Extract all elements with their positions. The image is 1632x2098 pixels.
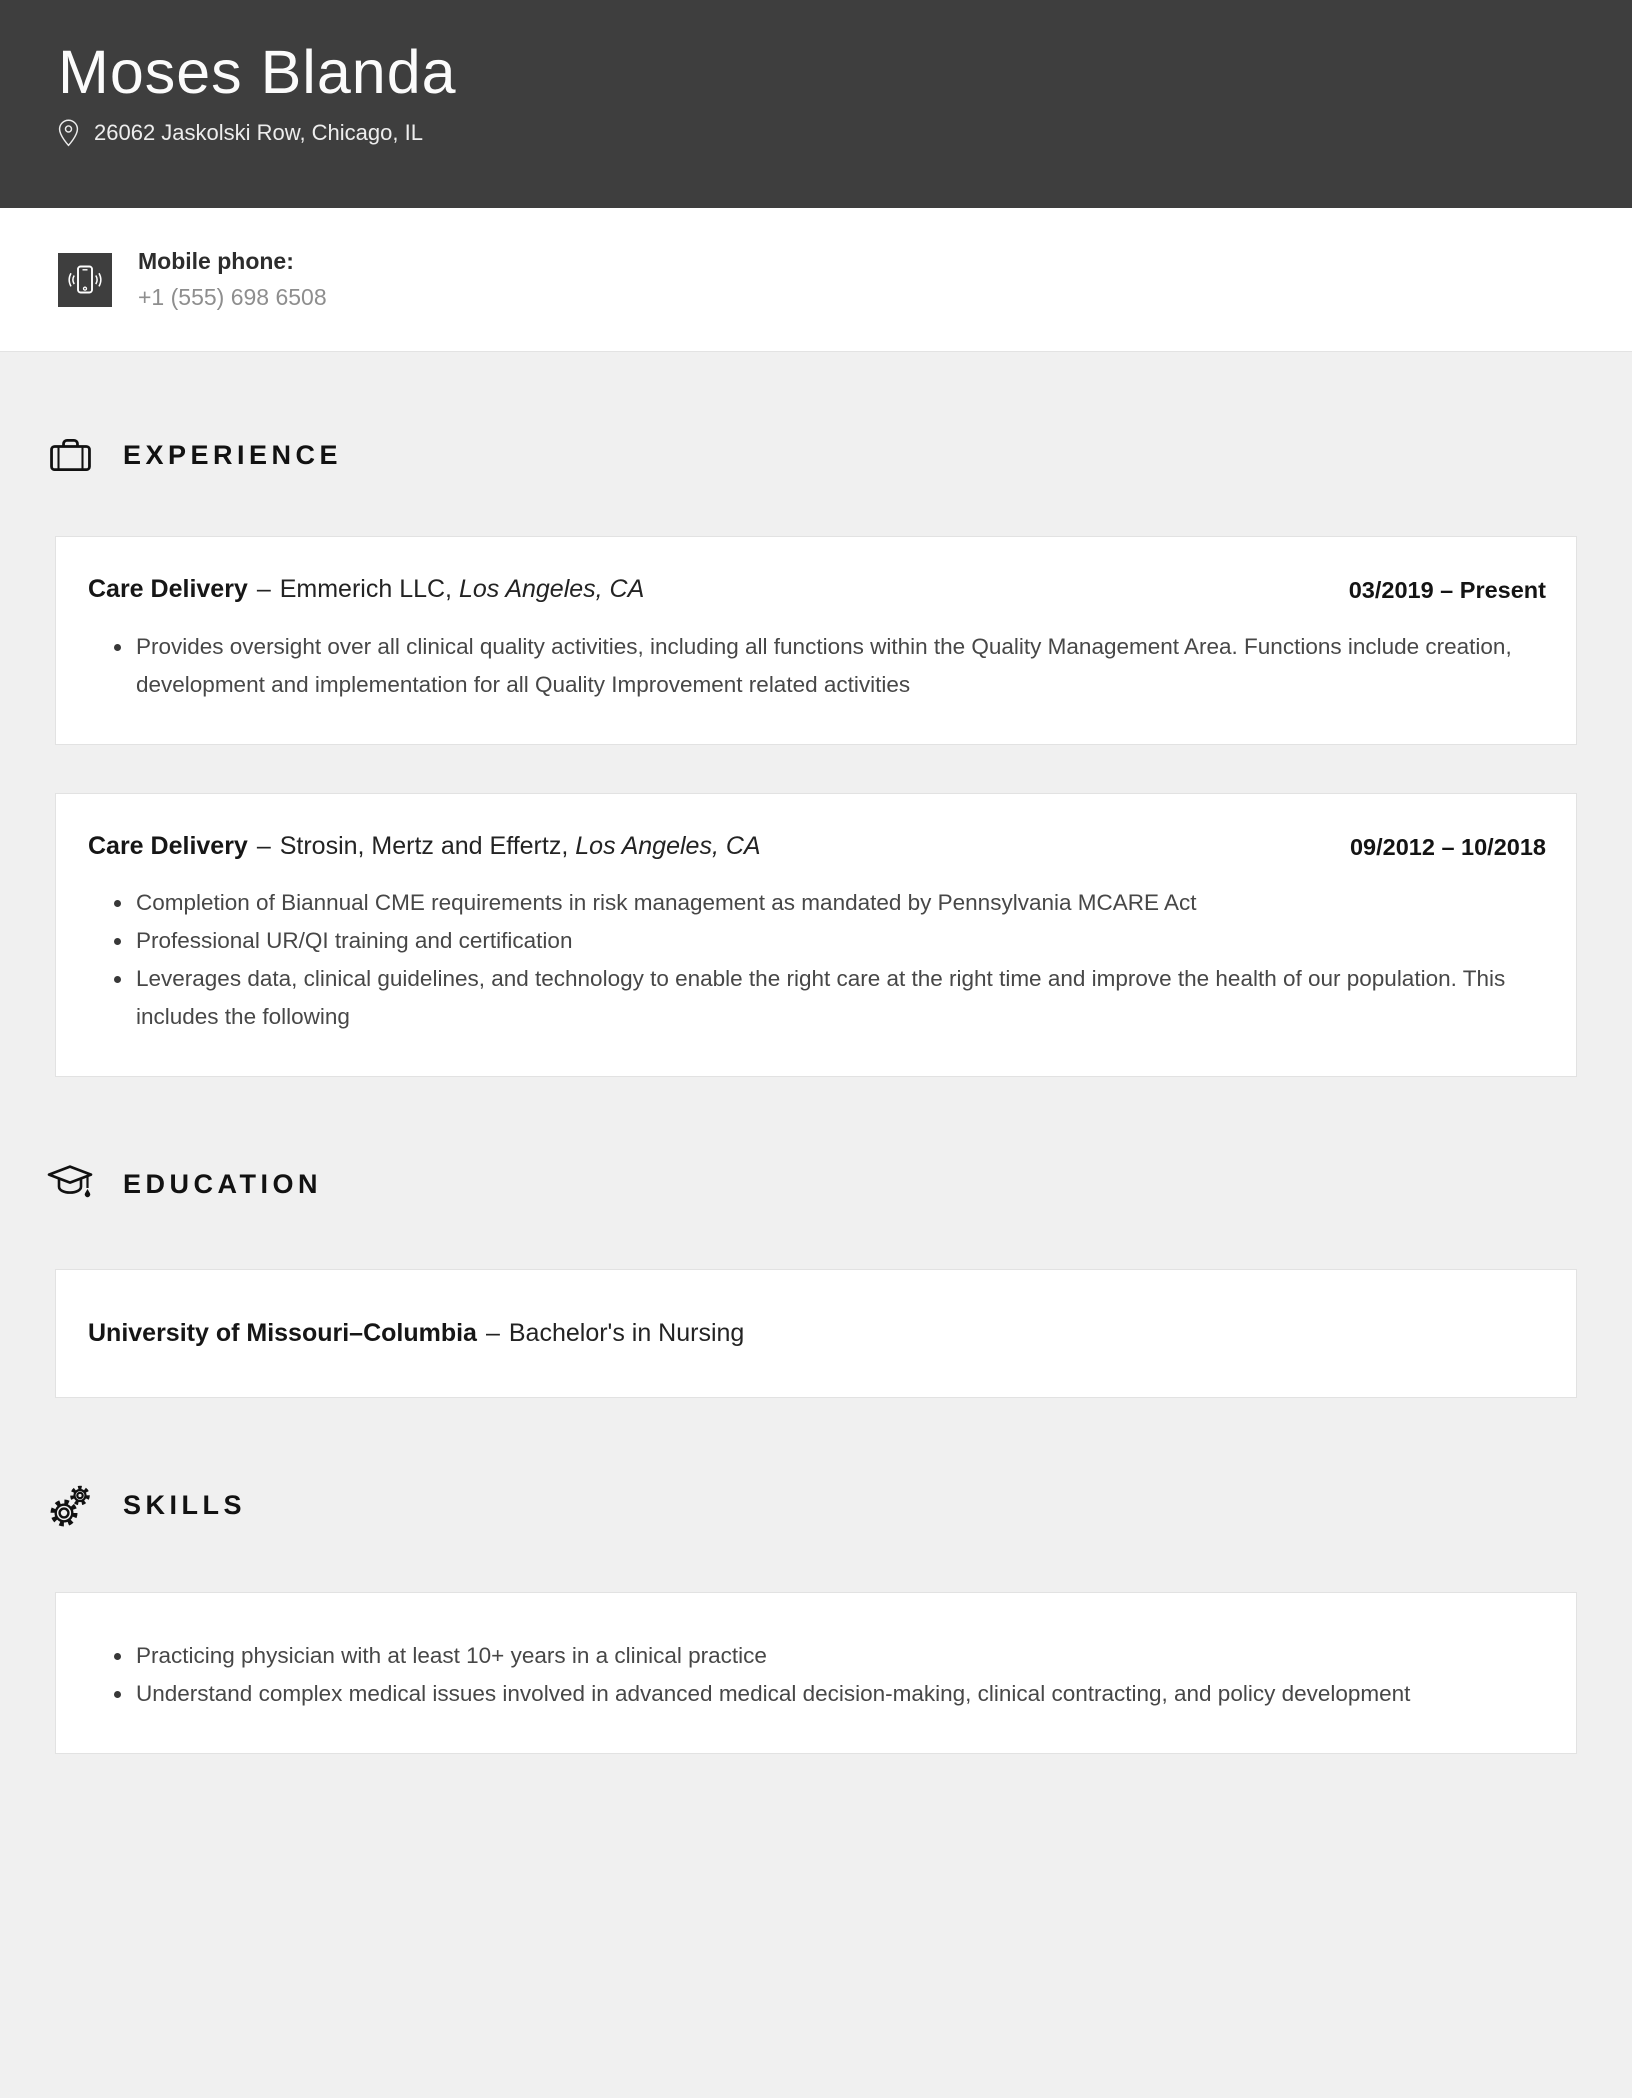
location-pin-icon — [58, 119, 79, 147]
school-name: University of Missouri–Columbia — [88, 1319, 477, 1347]
job-location: Los Angeles, CA — [575, 831, 761, 860]
job-title-1 — [88, 573, 644, 606]
gears-icon — [47, 1484, 93, 1528]
experience-card-2 — [55, 793, 1577, 1078]
job-location: Los Angeles, CA — [459, 575, 645, 603]
skills-section-header — [47, 1398, 1577, 1528]
mobile-phone-icon — [58, 253, 112, 307]
degree: Bachelor's in Nursing — [508, 1319, 745, 1347]
job-bullet: • Completion of Biannual CME requirements in risk management as mandated by Pennsylvania MCARE Act — [134, 884, 1546, 922]
job-bullet-list-2 — [88, 884, 1546, 1036]
experience-section-title: EXPERIENCE — [123, 439, 343, 470]
experience-section-header — [47, 352, 1577, 472]
contact-band — [0, 208, 1632, 352]
title-separator: – — [256, 831, 271, 860]
job-bullet: • Leverages data, clinical guidelines, and technology to enable the right care at the right time and improve the health of our population. This includes the following — [134, 960, 1546, 1036]
job-bullet: • Professional UR/QI training and certification — [134, 922, 1546, 960]
skill-bullet: • Understand complex medical issues involved in advanced medical decision-making, clinical contracting, and policy development — [134, 1675, 1546, 1713]
skills-section-title: SKILLS — [123, 1490, 247, 1520]
job-bullet: • Provides oversight over all clinical quality activities, including all functions within the Quality Management Area. Functions include creation, development and implementation for all Quality Improvement related activities — [134, 628, 1546, 704]
job-title-2 — [88, 830, 761, 863]
education-title — [88, 1317, 1546, 1350]
briefcase-icon — [47, 438, 93, 472]
title-separator: – — [485, 1319, 500, 1347]
job-dates-2: 09/2012 – 10/2018 — [1349, 833, 1546, 860]
skills-bullet-list — [88, 1637, 1546, 1713]
resume-header — [0, 0, 1632, 208]
address-row — [58, 119, 1574, 147]
job-role: Care Delivery — [88, 575, 248, 603]
resume-body — [0, 352, 1632, 1754]
candidate-name: Moses Blanda — [58, 38, 457, 106]
job-role: Care Delivery — [88, 831, 248, 860]
job-company: Strosin, Mertz and Effertz, — [279, 831, 569, 860]
education-section-header — [47, 1077, 1577, 1205]
contact-phone-number: +1 (555) 698 6508 — [138, 283, 327, 310]
candidate-address: 26062 Jaskolski Row, Chicago, IL — [94, 120, 423, 146]
job-company: Emmerich LLC, — [279, 575, 452, 603]
experience-card-1 — [55, 536, 1577, 745]
education-section-title: EDUCATION — [123, 1168, 322, 1199]
skills-card — [55, 1592, 1577, 1754]
title-separator: – — [256, 575, 271, 603]
job-bullet-list-1 — [88, 628, 1546, 704]
job-dates-1: 03/2019 – Present — [1348, 577, 1546, 603]
experience-card-2-head — [88, 830, 1546, 863]
skill-bullet: • Practicing physician with at least 10+ years in a clinical practice — [134, 1637, 1546, 1675]
experience-card-1-head — [88, 573, 1546, 606]
contact-label: Mobile phone: — [138, 247, 294, 274]
contact-info — [138, 248, 327, 311]
graduation-cap-icon — [47, 1163, 93, 1205]
education-card — [55, 1269, 1577, 1398]
